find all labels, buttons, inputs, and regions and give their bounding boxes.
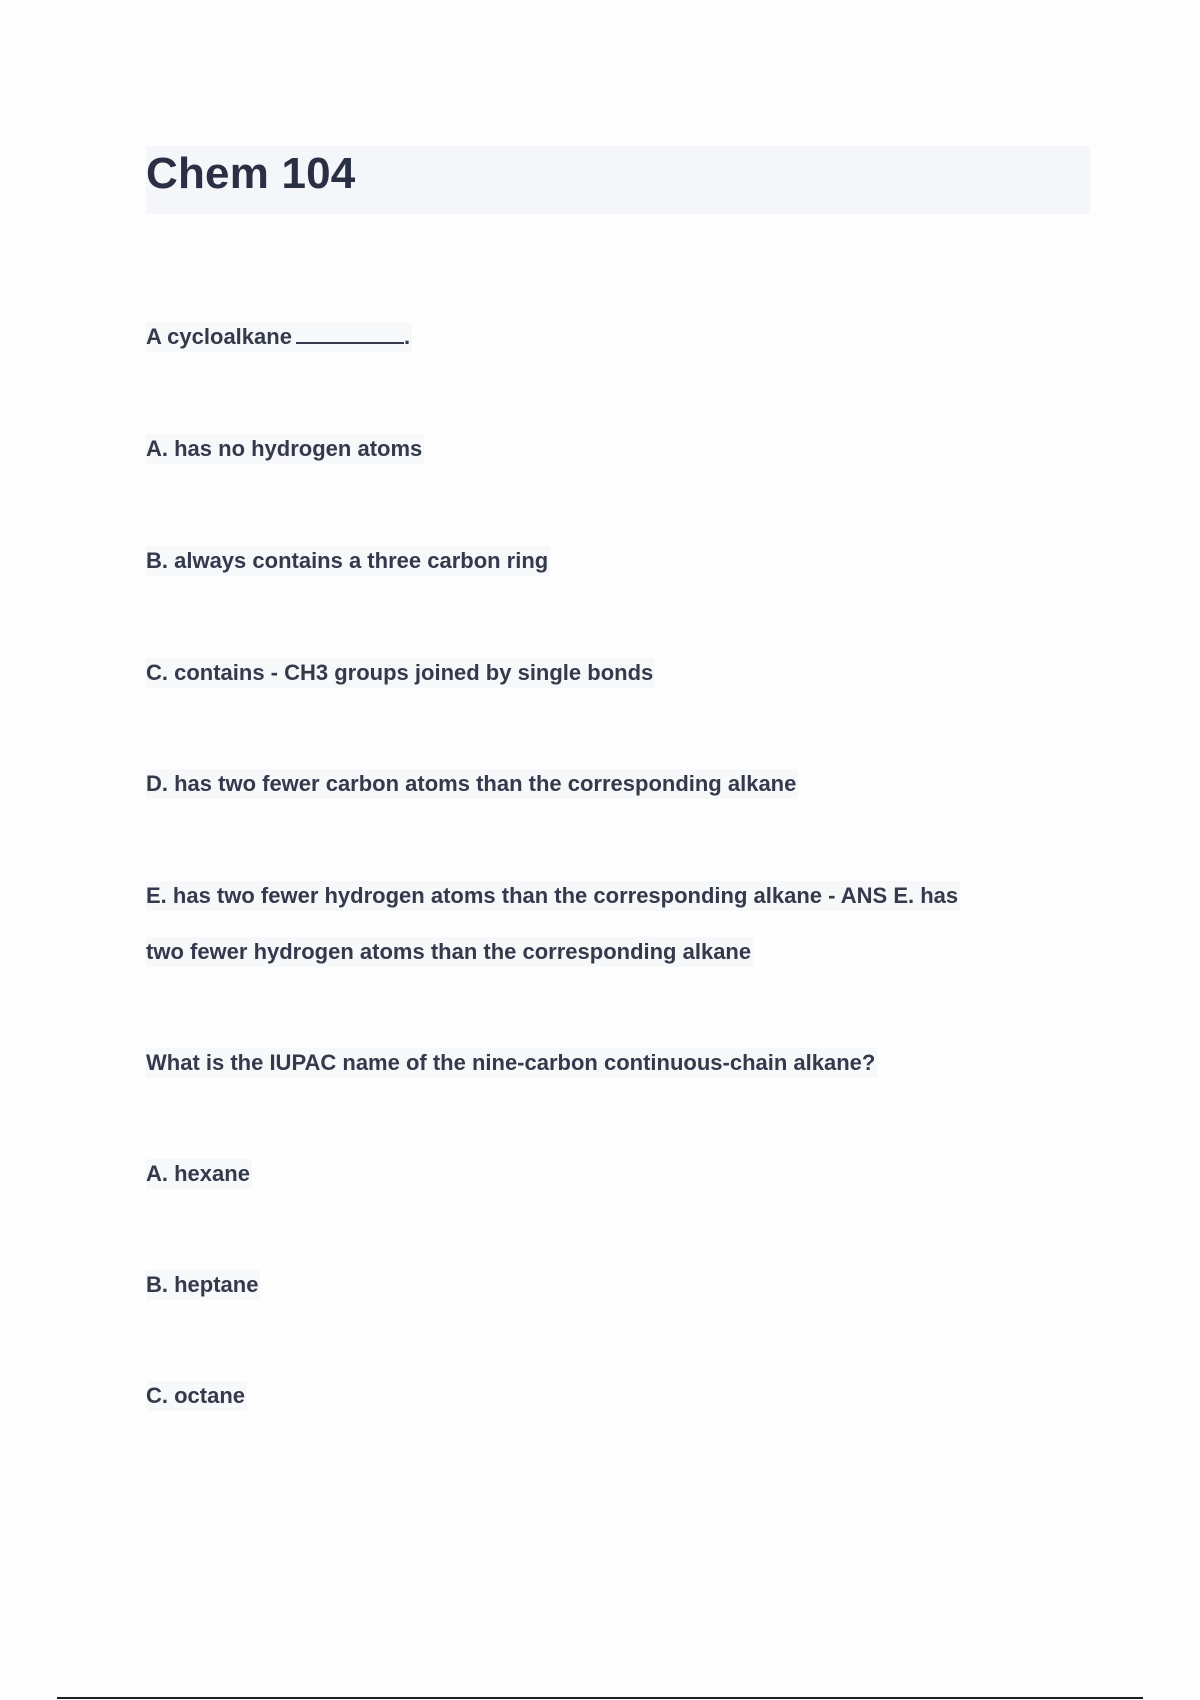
- question-1-stem-text: A cycloalkane: [146, 324, 292, 349]
- question-1-stem: [146, 322, 412, 352]
- document-title: Chem 104: [146, 149, 356, 198]
- question-1-option-c: C. contains - CH3 groups joined by single bonds: [146, 658, 655, 688]
- question-2-stem: What is the IUPAC name of the nine-carbon continuous-chain alkane?: [146, 1048, 877, 1078]
- footer-rule: [57, 1697, 1143, 1699]
- question-1-stem-end: .: [403, 324, 411, 349]
- question-1-option-d: D. has two fewer carbon atoms than the corresponding alkane: [146, 769, 798, 799]
- answer-blank: [296, 324, 404, 344]
- question-2-option-a: A. hexane: [146, 1159, 252, 1189]
- question-1-option-b: B. always contains a three carbon ring: [146, 546, 550, 576]
- question-2-option-c: C. octane: [146, 1381, 247, 1411]
- question-1-option-e-line-2: two fewer hydrogen atoms than the corresponding alkane: [146, 937, 753, 967]
- question-2-option-b: B. heptane: [146, 1270, 260, 1300]
- question-1-option-e-line-1: E. has two fewer hydrogen atoms than the corresponding alkane - ANS E. has: [146, 881, 960, 911]
- question-1-option-a: A. has no hydrogen atoms: [146, 434, 424, 464]
